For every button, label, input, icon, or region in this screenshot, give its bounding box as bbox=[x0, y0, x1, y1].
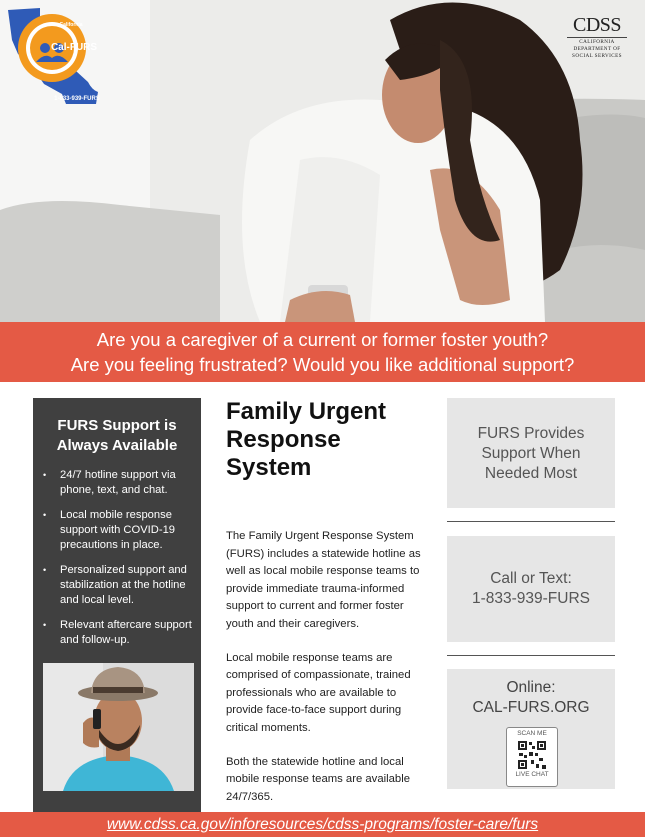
teams-paragraph: Local mobile response teams are comprised of compassionate, trained professionals who are available to provide face-to-face support during critical moments. bbox=[226, 651, 411, 734]
cdss-line2: DEPARTMENT OF bbox=[573, 46, 621, 52]
support-title-line-2: Always Available bbox=[56, 437, 178, 454]
list-item bbox=[43, 468, 195, 498]
cdss-acronym: CDSS bbox=[572, 14, 622, 36]
intro-paragraph: The Family Urgent Response System (FURS) includes a statewide hotline as well as local mobile response teams to provide immediate trauma-informed support to current and former foster youth and their caregivers. bbox=[226, 530, 421, 630]
support-callout-box bbox=[447, 398, 615, 508]
footer-bar bbox=[0, 812, 645, 837]
banner-line-1: Are you a caregiver of a current or former foster youth? bbox=[96, 329, 549, 350]
website-link[interactable]: CAL-FURS.ORG bbox=[472, 699, 590, 716]
title-line-2: Response System bbox=[226, 426, 341, 481]
footer-url-link[interactable]: www.cdss.ca.gov/inforesources/cdss-programs/foster-care/furs bbox=[106, 816, 539, 833]
callout-line-1: FURS Provides bbox=[477, 425, 585, 442]
list-item bbox=[43, 508, 195, 553]
list-item-text: Personalized support and stabilization at the hotline and local level. bbox=[60, 564, 187, 606]
logo-phone: 1-833-939-FURS bbox=[54, 96, 100, 102]
list-item bbox=[43, 618, 195, 648]
title-line-1: Family Urgent bbox=[226, 398, 387, 425]
call-text-box bbox=[447, 536, 615, 642]
cdss-line1: CALIFORNIA bbox=[579, 39, 615, 45]
bullet-icon: • bbox=[43, 620, 47, 630]
qr-code-icon bbox=[517, 740, 547, 770]
page-title bbox=[226, 398, 431, 482]
cdss-divider bbox=[567, 37, 627, 38]
divider bbox=[447, 521, 615, 522]
question-banner bbox=[0, 322, 645, 382]
online-label: Online: bbox=[506, 679, 556, 696]
support-list bbox=[33, 468, 201, 648]
cal-furs-logo bbox=[0, 0, 110, 110]
callout-line-3: Needed Most bbox=[484, 465, 578, 482]
phone-number[interactable]: 1-833-939-FURS bbox=[471, 590, 591, 607]
list-item-text: Relevant aftercare support and follow-up. bbox=[60, 619, 192, 646]
cdss-line3: SOCIAL SERVICES bbox=[572, 53, 622, 59]
qr-chat-label: LIVE CHAT bbox=[515, 771, 549, 778]
bullet-icon: • bbox=[43, 565, 47, 575]
support-panel bbox=[33, 398, 201, 812]
banner-line-2: Are you feeling frustrated? Would you like additional support? bbox=[70, 354, 575, 375]
logo-state-label: California bbox=[59, 22, 83, 28]
support-title-line-1: FURS Support is bbox=[57, 417, 177, 434]
logo-name: Cal-FURS bbox=[50, 42, 98, 53]
main-content bbox=[226, 398, 431, 806]
man-on-phone-photo bbox=[43, 663, 194, 791]
divider bbox=[447, 655, 615, 656]
availability-paragraph: Both the statewide hotline and local mobile response teams are available 24/7/365. bbox=[226, 755, 410, 803]
bullet-icon: • bbox=[43, 510, 47, 520]
online-box bbox=[447, 669, 615, 789]
call-text-label: Call or Text: bbox=[490, 570, 572, 587]
callout-line-2: Support When bbox=[481, 445, 581, 462]
list-item bbox=[43, 563, 195, 608]
list-item-text: 24/7 hotline support via phone, text, and chat. bbox=[60, 469, 176, 496]
support-panel-title bbox=[33, 398, 201, 456]
bullet-icon: • bbox=[43, 470, 47, 480]
hero-photo bbox=[0, 0, 645, 322]
qr-scan-label: SCAN ME bbox=[517, 730, 547, 737]
list-item-text: Local mobile response support with COVID-19 precautions in place. bbox=[60, 509, 176, 551]
qr-code-card[interactable] bbox=[506, 727, 558, 787]
cdss-logo bbox=[565, 14, 629, 60]
